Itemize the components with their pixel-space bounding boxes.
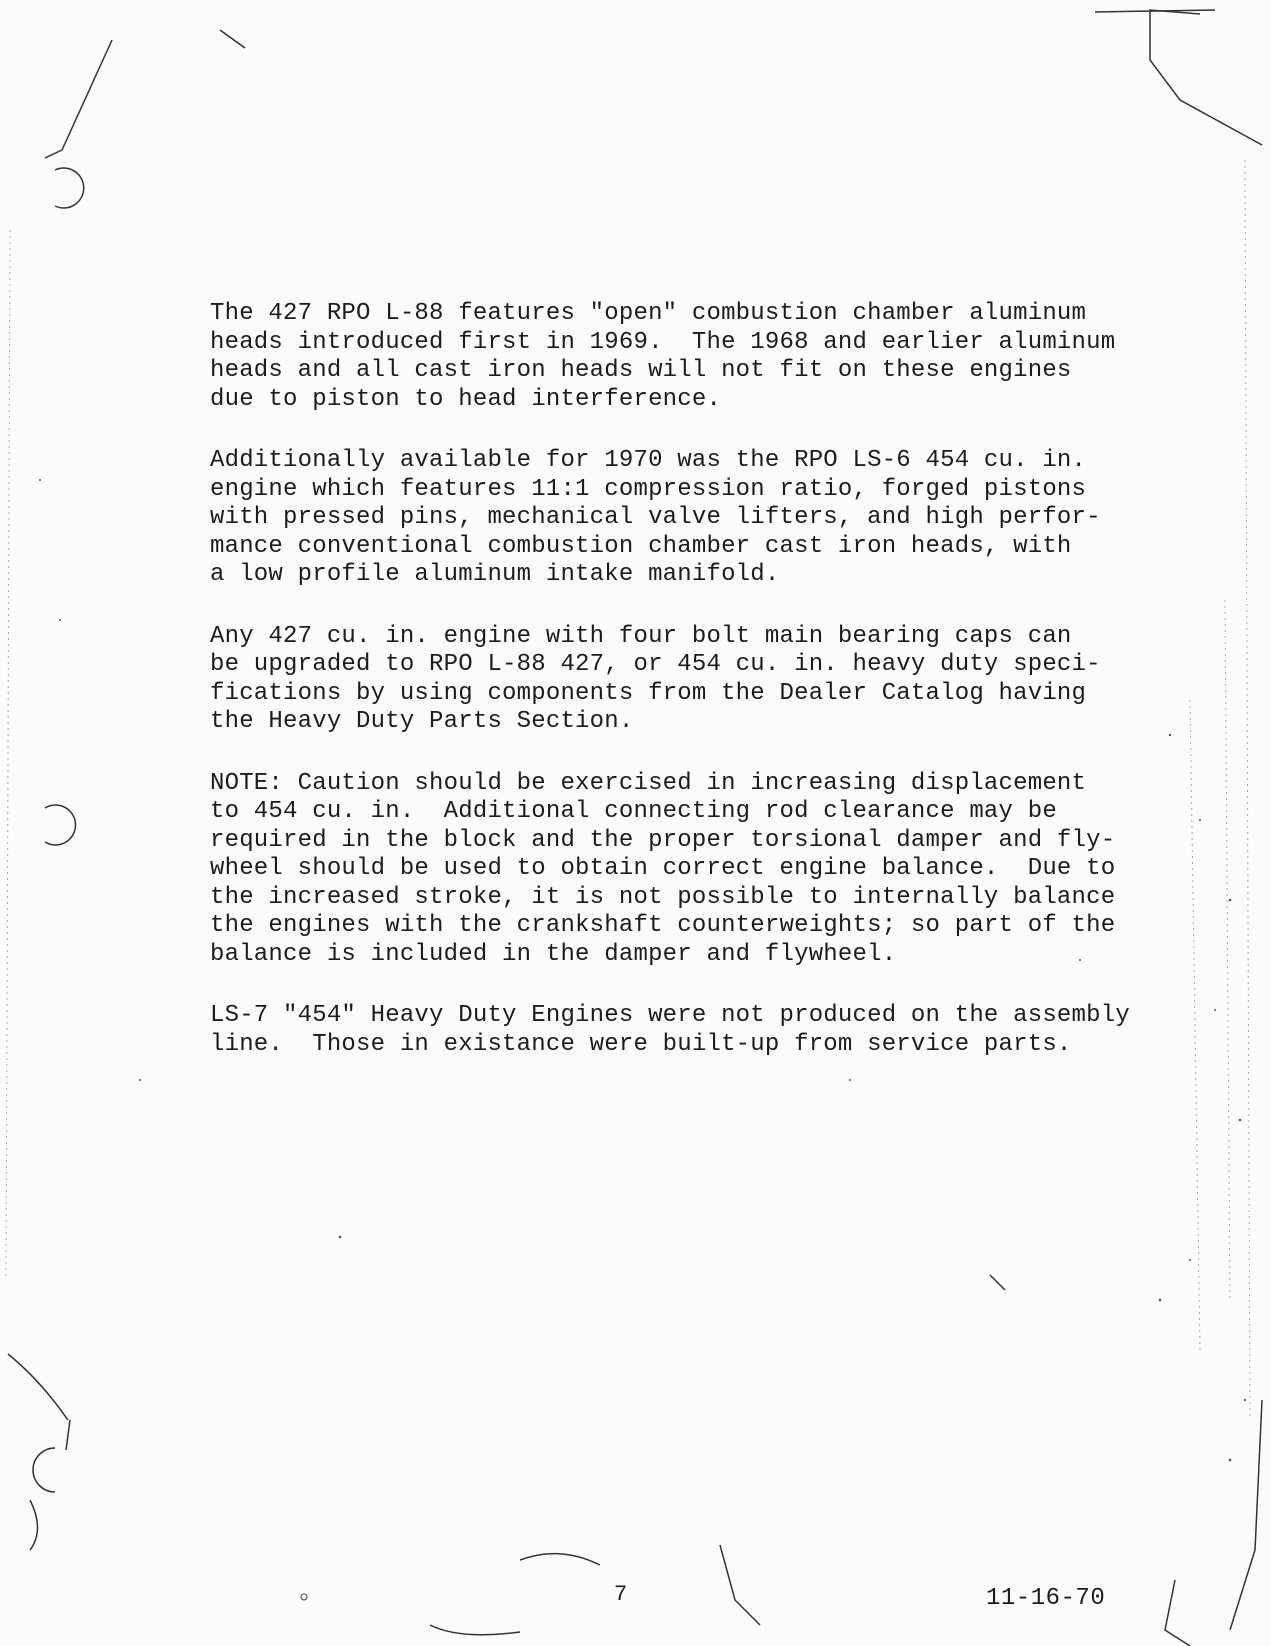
text-line: Additionally available for 1970 was the RPO LS-6 454 cu. in. (210, 447, 1087, 474)
text-line: a low profile aluminum intake manifold. (210, 561, 780, 588)
text-line: with pressed pins, mechanical valve lifters, and high perfor- (210, 504, 1101, 531)
text-line: wheel should be used to obtain correct engine balance. Due to (210, 855, 1116, 882)
text-line: line. Those in existance were built-up from service parts. (210, 1030, 1072, 1058)
text-line: NOTE: Caution should be exercised in increasing displacement (210, 769, 1087, 797)
text-line: LS-7 "454" Heavy Duty Engines were not produced on the assembly (210, 1002, 1130, 1029)
text-line: to 454 cu. in. Additional connecting rod clearance may be (210, 798, 1057, 825)
paragraph-note (210, 770, 1160, 970)
page-number: 7 (614, 1582, 628, 1607)
paragraph-l88-heads (210, 300, 1160, 414)
text-line: the increased stroke, it is not possible to internally balance (210, 883, 1116, 911)
text-line: heads introduced first in 1969. The 1968 and earlier aluminum (210, 328, 1116, 356)
text-line: balance is included in the damper and flywheel. (210, 940, 897, 968)
paragraph-ls7 (210, 1002, 1160, 1059)
text-line: the Heavy Duty Parts Section. (210, 708, 634, 735)
paragraph-upgrade (210, 623, 1160, 737)
text-line: the engines with the crankshaft counterweights; so part of the (210, 912, 1116, 939)
text-line: Any 427 cu. in. engine with four bolt main bearing caps can (210, 622, 1072, 650)
text-line: due to piston to head interference. (210, 385, 722, 413)
text-line: fications by using components from the Dealer Catalog having (210, 679, 1087, 707)
text-line: mance conventional combustion chamber cast iron heads, with (210, 532, 1072, 560)
date-stamp: 11-16-70 (986, 1585, 1106, 1612)
text-line: required in the block and the proper torsional damper and fly- (210, 826, 1116, 854)
text-line: engine which features 11:1 compression ratio, forged pistons (210, 475, 1087, 503)
paragraph-ls6-engine (210, 447, 1160, 590)
text-line: be upgraded to RPO L-88 427, or 454 cu. in. heavy duty speci- (210, 651, 1101, 678)
text-line: The 427 RPO L-88 features "open" combustion chamber aluminum (210, 300, 1087, 327)
text-line: heads and all cast iron heads will not fit on these engines (210, 357, 1072, 384)
body-text (210, 300, 1160, 1092)
